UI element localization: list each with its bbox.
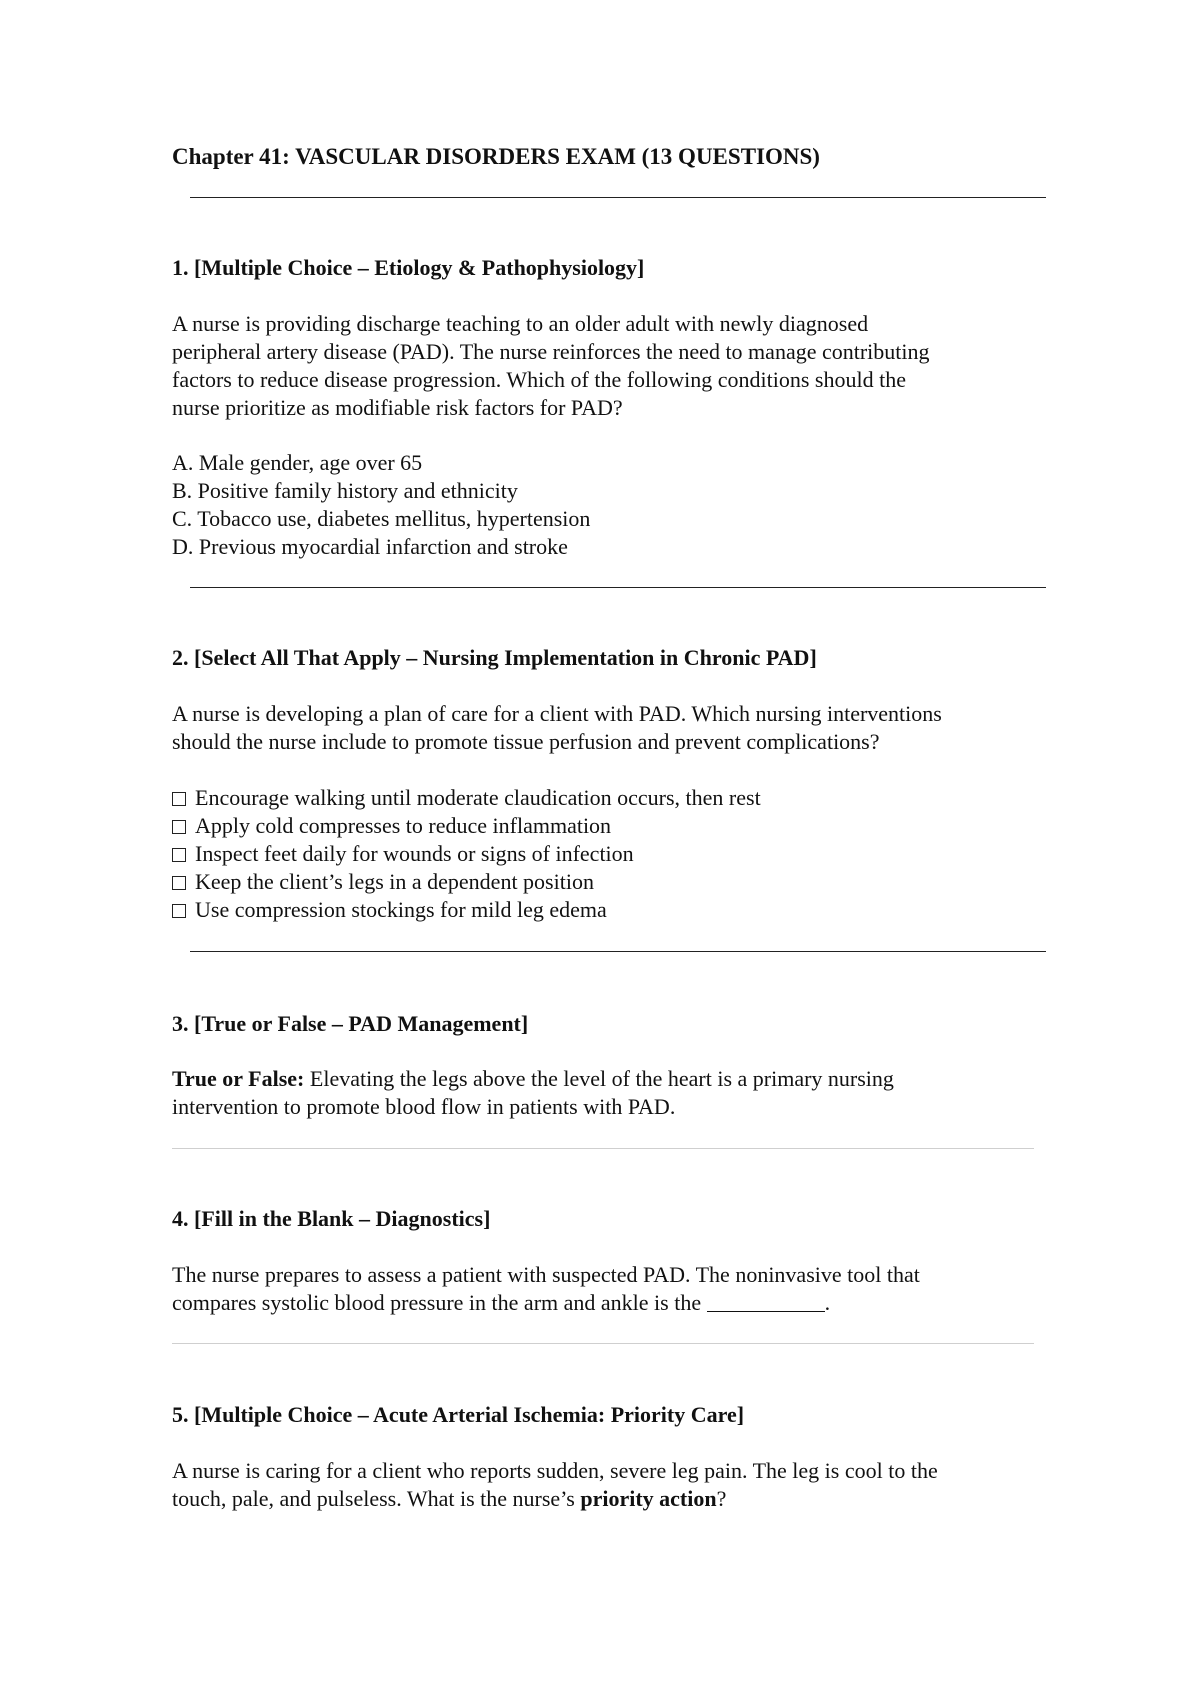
question-4-heading: 4. [Fill in the Blank – Diagnostics] — [172, 1206, 491, 1231]
question-4-stem — [172, 1261, 920, 1317]
question-4-stem-line: The nurse prepares to assess a patient with suspected PAD. The noninvasive tool that — [172, 1262, 920, 1287]
question-4-text: compares systolic blood pressure in the arm and ankle is the — [172, 1290, 707, 1315]
checkbox-icon[interactable] — [172, 792, 186, 806]
checkbox-option[interactable] — [172, 840, 761, 868]
question-1-stem-line: A nurse is providing discharge teaching to an older adult with newly diagnosed — [172, 311, 869, 336]
question-2-stem — [172, 700, 942, 756]
question-3-text: Elevating the legs above the level of the heart is a primary nursing — [304, 1066, 894, 1091]
question-2-stem-line: should the nurse include to promote tissue perfusion and prevent complications? — [172, 729, 880, 754]
checkbox-option[interactable] — [172, 784, 761, 812]
section-divider — [190, 951, 1046, 952]
checkbox-option-label: Encourage walking until moderate claudication occurs, then rest — [195, 785, 761, 810]
checkbox-icon[interactable] — [172, 848, 186, 862]
question-2-options — [172, 784, 761, 924]
question-5-heading: 5. [Multiple Choice – Acute Arterial Ischemia: Priority Care] — [172, 1402, 745, 1427]
checkbox-icon[interactable] — [172, 876, 186, 890]
section-divider — [172, 1343, 1034, 1344]
section-divider — [190, 587, 1046, 588]
question-1-stem-line: factors to reduce disease progression. Which of the following conditions should the — [172, 367, 906, 392]
checkbox-option-label: Apply cold compresses to reduce inflammation — [195, 813, 612, 838]
option-d: D. Previous myocardial infarction and stroke — [172, 534, 568, 559]
option-b: B. Positive family history and ethnicity — [172, 478, 518, 503]
checkbox-option-label: Keep the client’s legs in a dependent position — [195, 869, 594, 894]
question-3-stem-line — [172, 1065, 894, 1093]
question-5-stem-line — [172, 1485, 938, 1513]
question-5-stem-line: A nurse is caring for a client who reports sudden, severe leg pain. The leg is cool to the — [172, 1458, 938, 1483]
question-5-stem — [172, 1457, 938, 1513]
question-3-stem — [172, 1065, 894, 1121]
section-divider — [190, 197, 1046, 198]
section-divider — [172, 1148, 1034, 1149]
question-3-stem-line: intervention to promote blood flow in patients with PAD. — [172, 1094, 676, 1119]
question-2-heading: 2. [Select All That Apply – Nursing Implementation in Chronic PAD] — [172, 645, 817, 670]
checkbox-icon[interactable] — [172, 820, 186, 834]
question-4-stem-line — [172, 1289, 920, 1317]
question-1-heading: 1. [Multiple Choice – Etiology & Pathophysiology] — [172, 255, 645, 280]
option-a: A. Male gender, age over 65 — [172, 450, 423, 475]
checkbox-option-label: Inspect feet daily for wounds or signs of infection — [195, 841, 634, 866]
true-false-label: True or False: — [172, 1066, 305, 1091]
question-1-stem-line: peripheral artery disease (PAD). The nurse reinforces the need to manage contributing — [172, 339, 930, 364]
checkbox-option[interactable] — [172, 868, 761, 896]
question-2-stem-line: A nurse is developing a plan of care for a client with PAD. Which nursing interventions — [172, 701, 942, 726]
fill-in-blank[interactable] — [707, 1292, 825, 1312]
question-1-options — [172, 449, 590, 561]
option-c: C. Tobacco use, diabetes mellitus, hypertension — [172, 506, 591, 531]
question-1-stem — [172, 310, 930, 422]
page-title: Chapter 41: VASCULAR DISORDERS EXAM (13 QUESTIONS) — [172, 144, 820, 169]
question-4-period: . — [824, 1290, 831, 1315]
question-1-stem-line: nurse prioritize as modifiable risk factors for PAD? — [172, 395, 623, 420]
question-5-mark: ? — [716, 1486, 727, 1511]
checkbox-option-label: Use compression stockings for mild leg edema — [195, 897, 607, 922]
checkbox-icon[interactable] — [172, 904, 186, 918]
checkbox-option[interactable] — [172, 812, 761, 840]
priority-action-emphasis: priority action — [580, 1486, 717, 1511]
checkbox-option[interactable] — [172, 896, 761, 924]
question-3-heading: 3. [True or False – PAD Management] — [172, 1011, 529, 1036]
question-5-text: touch, pale, and pulseless. What is the nurse’s — [172, 1486, 581, 1511]
